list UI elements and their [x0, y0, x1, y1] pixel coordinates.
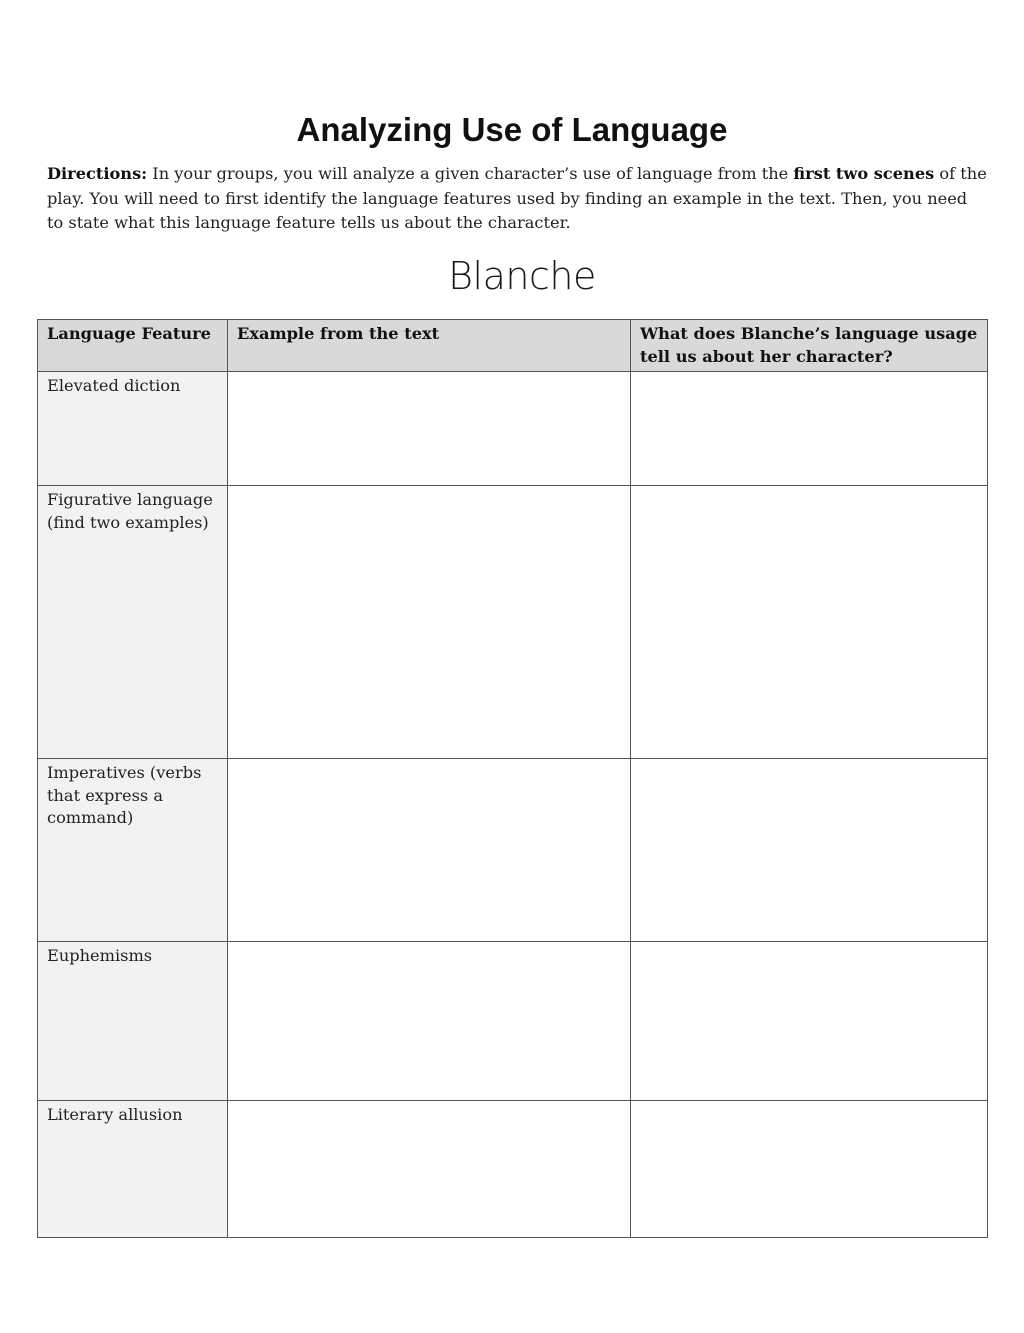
analysis-answer-cell[interactable]	[631, 486, 988, 759]
table-header-row	[38, 320, 988, 372]
feature-cell: Elevated diction	[38, 372, 228, 486]
header-character-analysis: What does Blanche’s language usage tell us about her character?	[631, 320, 988, 372]
feature-cell: Euphemisms	[38, 942, 228, 1101]
header-language-feature: Language Feature	[38, 320, 228, 372]
feature-cell: Figurative language (find two examples)	[38, 486, 228, 759]
example-answer-cell[interactable]	[228, 1101, 631, 1238]
table-row	[38, 372, 988, 486]
example-answer-cell[interactable]	[228, 486, 631, 759]
analysis-answer-cell[interactable]	[631, 1101, 988, 1238]
table-row	[38, 1101, 988, 1238]
character-name-heading: Blanche	[448, 254, 596, 298]
header-example-from-text: Example from the text	[228, 320, 631, 372]
language-analysis-table	[37, 319, 988, 1238]
example-answer-cell[interactable]	[228, 372, 631, 486]
analysis-answer-cell[interactable]	[631, 942, 988, 1101]
example-answer-cell[interactable]	[228, 942, 631, 1101]
table-row	[38, 942, 988, 1101]
example-answer-cell[interactable]	[228, 759, 631, 942]
analysis-answer-cell[interactable]	[631, 372, 988, 486]
analysis-answer-cell[interactable]	[631, 759, 988, 942]
directions-label: Directions:	[47, 164, 148, 183]
directions-text-before: In your groups, you will analyze a given character’s use of language from the	[147, 164, 794, 183]
directions-text-after: of the play. You will need to first identify the language features used by finding an example in the text. Then, you need to state what this language feature tells us about the character.	[47, 164, 987, 232]
directions-paragraph	[47, 162, 987, 236]
page-title: Analyzing Use of Language	[296, 111, 728, 148]
directions-emphasis: first two scenes	[793, 164, 935, 183]
feature-cell: Literary allusion	[38, 1101, 228, 1238]
table-row	[38, 486, 988, 759]
table-row	[38, 759, 988, 942]
feature-cell: Imperatives (verbs that express a command)	[38, 759, 228, 942]
